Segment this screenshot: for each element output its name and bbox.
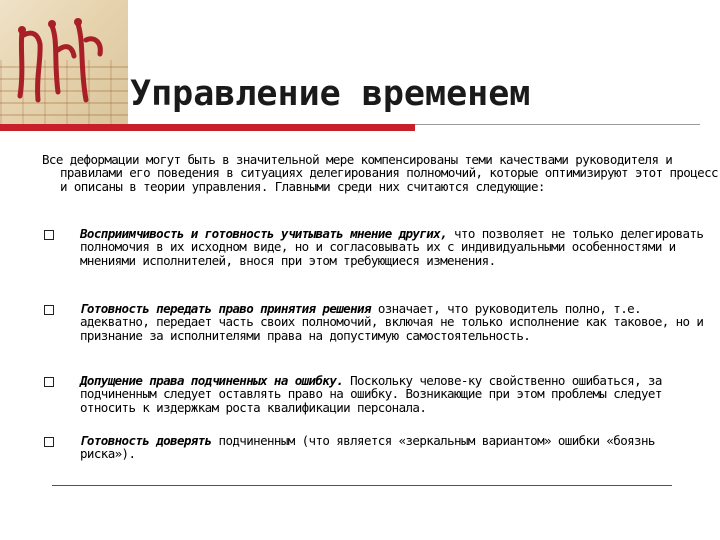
list-item-text: означает, что руководитель полно, т.е. адекватно, передает часть своих полномочий, включая не только исполнение как таковое, но и признание за исполнителями права на допустимую самостоятельность. xyxy=(80,301,704,343)
list-item-text: что позволяет не только делегировать полномочия в их исходном виде, но и согласовывать их с индивидуальными особенностями и мнениями исполнителей, внося при этом требующиеся изменения. xyxy=(80,226,704,268)
slide-title: Управление временем xyxy=(130,74,531,114)
list-item xyxy=(80,434,705,461)
list-item xyxy=(80,374,705,414)
list-item-bold: Восприимчивость и готовность учитывать мнение других, xyxy=(80,226,448,241)
bullet-square-icon xyxy=(44,437,54,447)
list-item-bold: Готовность передать право принятия решения xyxy=(80,301,371,316)
bullet-square-icon xyxy=(44,377,54,387)
list-item-text: Поскольку челове-ку свойственно ошибаться, за подчиненным следует оставлять право на ошибку. Возникающие при этом проблемы следует относить к издержкам роста квалификации персонала. xyxy=(80,373,662,415)
logo-emblem xyxy=(0,0,128,128)
bullet-square-icon xyxy=(44,230,54,240)
bullet-square-icon xyxy=(44,305,54,315)
list-item-bold: Допущение права подчиненных на ошибку. xyxy=(80,373,344,388)
list-item xyxy=(80,227,705,267)
list-item-bold: Готовность доверять xyxy=(80,433,212,448)
monogram-icon xyxy=(0,0,128,128)
list-item-text: подчиненным (что является «зеркальным вариантом» ошибки «боязнь риска»). xyxy=(80,433,655,462)
footer-red-rule xyxy=(52,485,672,486)
list-item xyxy=(80,302,705,342)
header-red-rule xyxy=(0,124,415,131)
intro-paragraph: Все деформации могут быть в значительной мере компенсированы теми качествами руководителя и правилами его поведения в ситуациях делегирования полномочий, которые оптимизируют этот процесс и описаны в теории управления. Главными среди них считаются следующие: xyxy=(42,152,718,194)
